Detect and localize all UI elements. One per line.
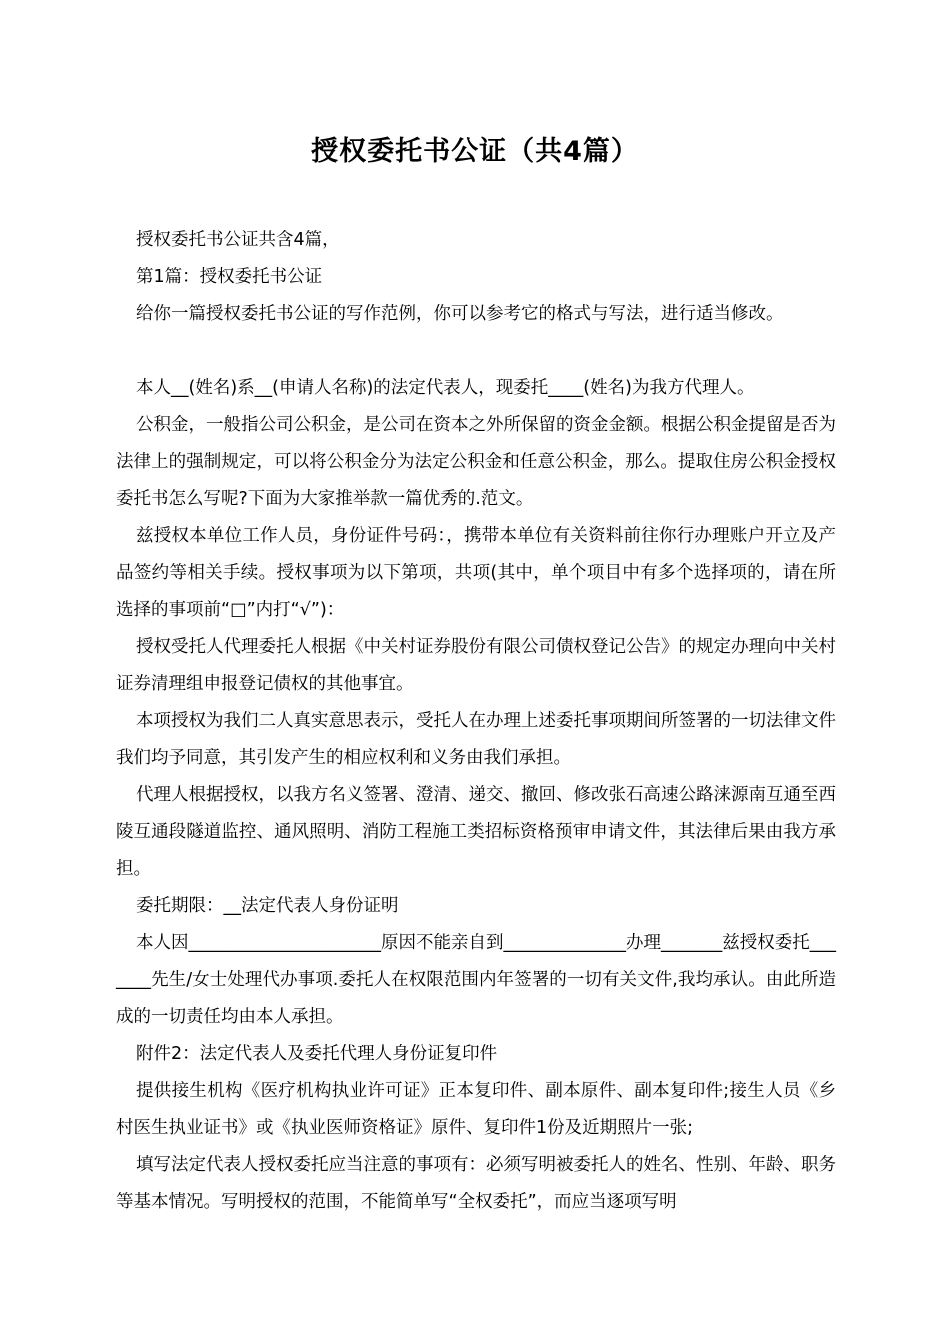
document-body (116, 222, 836, 1221)
paragraph-section-heading: 第1篇：授权委托书公证 (136, 267, 323, 287)
paragraph-documents: 提供接生机构《医疗机构执业许可证》正本复印件、副本原件、副本复印件;接生人员《乡村医生执业证书》或《执业医师资格证》原件、复印件1份及近期照片一张; (116, 1081, 836, 1138)
paragraph-notes: 填写法定代表人授权委托应当注意的事项有：必须写明被委托人的姓名、性别、年龄、职务等基本情况。写明授权的范围，不能简单写“全权委托”，而应当逐项写明 (116, 1155, 836, 1212)
paragraph-intro: 授权委托书公证共含4篇， (136, 230, 340, 250)
paragraph-principal: 本人__(姓名)系__(申请人名称)的法定代表人，现委托____(姓名)为我方代理人。 (136, 378, 755, 398)
paragraph-claim-registration: 授权受托人代理委托人根据《中关村证券股份有限公司债权登记公告》的规定办理向中关村证券清理组申报登记债权的其他事宜。 (116, 637, 836, 694)
paragraph-declaration: 本项授权为我们二人真实意思表示，受托人在办理上述委托事项期间所签署的一切法律文件我们均予同意，其引发产生的相应权利和义务由我们承担。 (116, 711, 836, 768)
paragraph-bank-authorization: 兹授权本单位工作人员，身份证件号码：，携带本单位有关资料前往你行办理账户开立及产品签约等相关手续。授权事项为以下第项，共项(其中，单个项目中有多个选择项的，请在所选择的事项前“□”内打“√”)： (116, 526, 836, 620)
paragraph-personal-authorization: 本人因______________________原因不能亲自到______________办理_______兹授权委托_______先生/女士处理代办事项.委托人在权限范围内年签署的一切有关文件,我均承认。由此所造成的一切责任均由本人承担。 (116, 933, 836, 1027)
paragraph-provident-fund: 公积金，一般指公司公积金，是公司在资本之外所保留的资金金额。根据公积金提留是否为法律上的强制规定，可以将公积金分为法定公积金和任意公积金，那么。提取住房公积金授权委托书怎么写呢?下面为大家推举款一篇优秀的.范文。 (116, 415, 836, 509)
paragraph-agent-authority: 代理人根据授权，以我方名义签署、澄清、递交、撤回、修改张石高速公路涞源南互通至西陵互通段隧道监控、通风照明、消防工程施工类招标资格预审申请文件，其法律后果由我方承担。 (116, 785, 836, 879)
paragraph-note: 给你一篇授权委托书公证的写作范例，你可以参考它的格式与写法，进行适当修改。 (136, 304, 784, 324)
paragraph-term: 委托期限：__法定代表人身份证明 (136, 896, 399, 916)
paragraph-attachment: 附件2：法定代表人及委托代理人身份证复印件 (136, 1044, 498, 1064)
document-title: 授权委托书公证（共4篇） (311, 136, 639, 167)
